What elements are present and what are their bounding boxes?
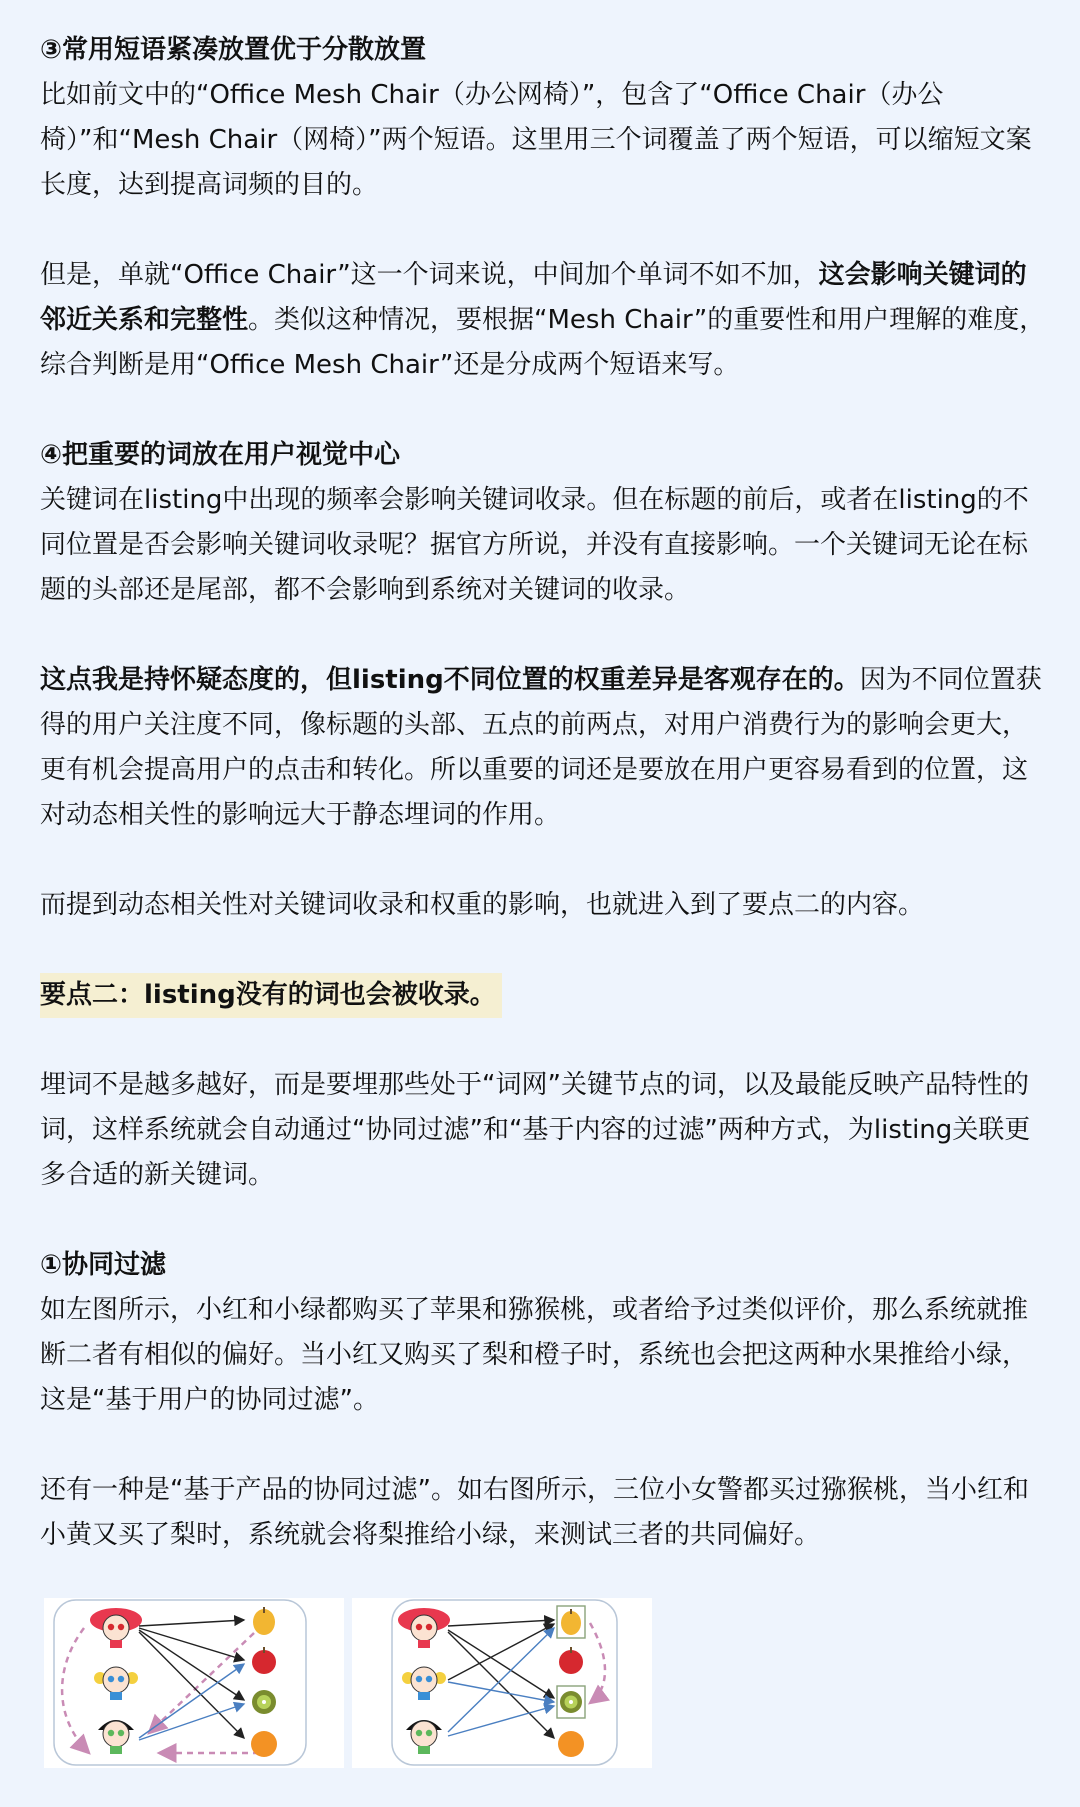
paragraph: 还有一种是“基于产品的协同过滤”。如右图所示，三位小女警都买过猕猴桃，当小红和小黄又买了梨时，系统就会将梨推给小绿，来测试三者的共同偏好。 xyxy=(40,1475,1029,1550)
arrow-red-apple xyxy=(139,1628,244,1660)
arrow-green-kiwi xyxy=(448,1706,554,1736)
section-heading-4: ④把重要的词放在用户视觉中心 xyxy=(40,440,401,470)
girl-green-icon xyxy=(98,1720,134,1754)
key-point-2 xyxy=(40,973,1050,1018)
paragraph-text: 但是，单就“Office Chair”这一个词来说，中间加个单词不如不加， xyxy=(40,260,819,290)
arrow-green-pear xyxy=(448,1628,554,1732)
paragraph: 关键词在listing中出现的频率会影响关键词收录。但在标题的前后，或者在listing的不同位置是否会影响关键词收录呢？据官方所说，并没有直接影响。一个关键词无论在标题的头部还是尾部，都不会影响到系统对关键词的收录。 xyxy=(40,485,1029,605)
girl-red-icon xyxy=(90,1608,142,1648)
kiwi-icon xyxy=(252,1690,276,1714)
item-based-cf-diagram xyxy=(352,1598,652,1768)
user-based-cf-svg xyxy=(44,1598,344,1768)
orange-icon xyxy=(251,1731,277,1757)
bold-emphasis: 这点我是持怀疑态度的，但listing不同位置的权重差异是客观存在的。 xyxy=(40,665,860,695)
paragraph xyxy=(40,253,1050,388)
paragraph: 比如前文中的“Office Mesh Chair（办公网椅）”，包含了“Office Chair（办公椅）”和“Mesh Chair（网椅）”两个短语。这里用三个词覆盖了两个短语，可以缩短文案长度，达到提高词频的目的。 xyxy=(40,80,1032,200)
dashed-arrow xyxy=(590,1623,605,1703)
dashed-arrow xyxy=(62,1628,89,1753)
arrow-yellow-pear xyxy=(448,1624,554,1680)
girl-yellow-icon xyxy=(402,1667,446,1700)
article-body xyxy=(40,28,1050,1558)
pear-icon xyxy=(561,1609,581,1635)
arrow-red-pear xyxy=(139,1620,244,1626)
paragraph: 埋词不是越多越好，而是要埋那些处于“词网”关键节点的词，以及最能反映产品特性的词，这样系统就会自动通过“协同过滤”和“基于内容的过滤”两种方式，为listing关联更多合适的新关键词。 xyxy=(40,1070,1031,1190)
arrow-red-kiwi xyxy=(139,1630,244,1700)
girl-green-icon xyxy=(406,1720,442,1754)
girl-red-icon xyxy=(398,1608,450,1648)
pear-icon xyxy=(253,1607,275,1635)
arrow-red-pear xyxy=(448,1620,554,1626)
paragraph-text: 因为不同位置获得的用户关注度不同，像标题的头部、五点的前两点，对用户消费行为的影响会更大，更有机会提高用户的点击和转化。所以重要的词还是要放在用户更容易看到的位置，这对动态相关性的影响远大于静态埋词的作用。 xyxy=(40,665,1042,830)
arrow-red-kiwi xyxy=(448,1630,554,1698)
section-heading-cf: ①协同过滤 xyxy=(40,1250,167,1280)
paragraph: 而提到动态相关性对关键词收录和权重的影响，也就进入到了要点二的内容。 xyxy=(40,890,925,920)
kiwi-icon xyxy=(560,1691,582,1713)
arrow-green-apple xyxy=(139,1664,244,1738)
orange-icon xyxy=(558,1731,584,1757)
paragraph xyxy=(40,658,1050,838)
paragraph-text: 。类似这种情况，要根据“Mesh Chair”的重要性和用户理解的难度，综合判断是用“Office Mesh Chair”还是分成两个短语来写。 xyxy=(40,305,1046,380)
section-heading-3: ③常用短语紧凑放置优于分散放置 xyxy=(40,35,427,65)
highlighted-heading: 要点二：listing没有的词也会被收录。 xyxy=(40,973,502,1018)
apple-icon xyxy=(559,1647,583,1674)
paragraph: 如左图所示，小红和小绿都购买了苹果和猕猴桃，或者给予过类似评价，那么系统就推断二者有相似的偏好。当小红又购买了梨和橙子时，系统也会把这两种水果推给小绿，这是“基于用户的协同过滤”。 xyxy=(40,1295,1029,1415)
user-based-cf-diagram xyxy=(44,1598,344,1768)
apple-icon xyxy=(252,1647,276,1674)
bold-emphasis: 这会影响关键词的邻近关系和完整性 xyxy=(40,260,1027,335)
girl-yellow-icon xyxy=(94,1667,138,1700)
item-based-cf-svg xyxy=(352,1598,652,1768)
